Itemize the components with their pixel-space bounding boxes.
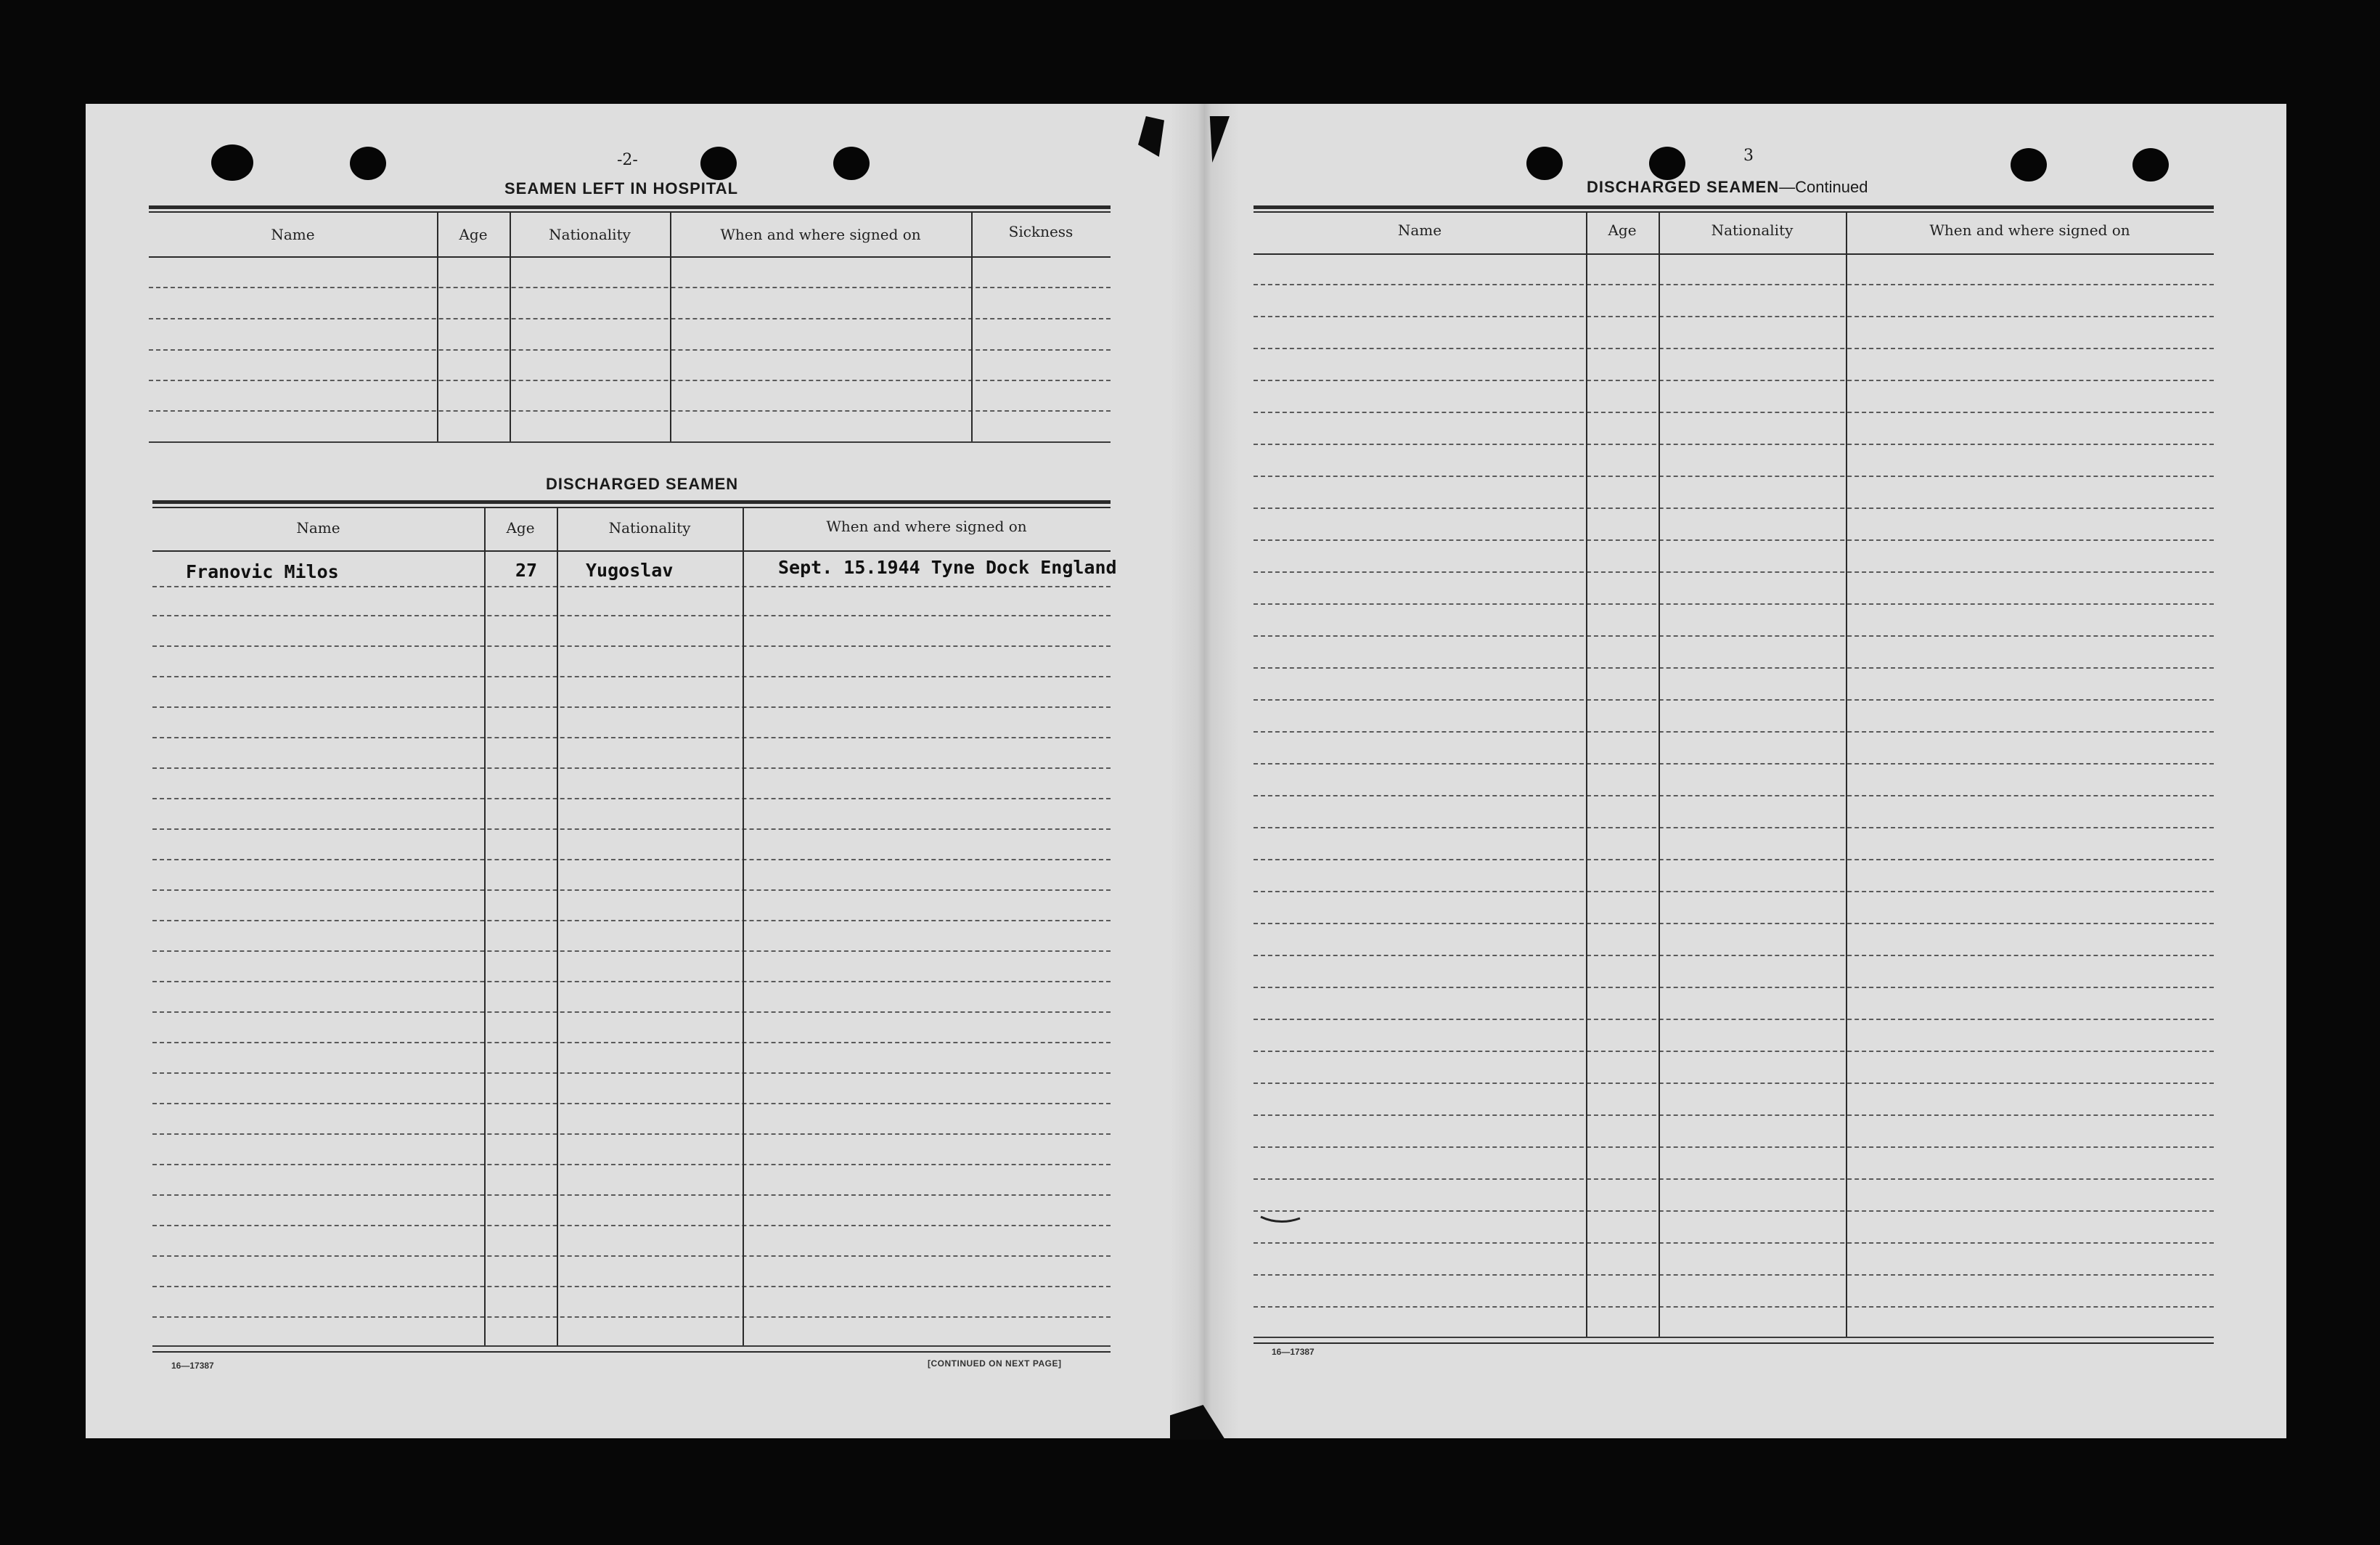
column-header-signed-on: When and where signed on — [826, 518, 1027, 535]
column-header-name: Name — [1397, 221, 1442, 239]
hospital-table — [149, 205, 1111, 456]
seaman-signed-on: Sept. 15.1944 Tyne Dock England — [778, 557, 1117, 578]
column-header-signed-on: When and where signed on — [1929, 221, 2130, 239]
column-header-nationality: Nationality — [549, 226, 631, 243]
pen-mark — [1259, 1214, 1303, 1228]
page-number: 3 — [1743, 147, 1754, 165]
column-header-name: Name — [296, 519, 340, 537]
punch-hole — [211, 144, 253, 181]
column-header-name: Name — [271, 226, 315, 243]
column-header-nationality: Nationality — [608, 519, 691, 537]
column-header-age: Age — [506, 519, 535, 537]
punch-hole — [700, 147, 737, 180]
discharged-continued-table — [1254, 205, 2214, 1345]
punch-hole — [833, 147, 870, 180]
column-header-age: Age — [459, 226, 488, 243]
discharged-continued-title — [1587, 178, 1868, 197]
column-header-nationality: Nationality — [1711, 221, 1794, 239]
punch-hole — [2132, 148, 2169, 182]
continued-note: [CONTINUED ON NEXT PAGE] — [928, 1358, 1062, 1369]
column-header-sickness: Sickness — [1008, 223, 1074, 240]
seaman-name: Franovic Milos — [186, 561, 339, 582]
column-header-age: Age — [1608, 221, 1637, 239]
title-text: DISCHARGED SEAMEN — [1587, 178, 1780, 196]
seaman-nationality: Yugoslav — [586, 560, 674, 581]
punch-hole — [1526, 147, 1563, 180]
page-number: -2- — [617, 151, 638, 169]
discharged-section-title: DISCHARGED SEAMEN — [546, 475, 739, 493]
seaman-age: 27 — [515, 560, 538, 581]
punch-hole — [2011, 148, 2047, 182]
page-gutter — [1170, 104, 1239, 1438]
form-number: 16—17387 — [1272, 1347, 1314, 1357]
title-suffix: —Continued — [1779, 178, 1868, 196]
hospital-section-title: SEAMEN LEFT IN HOSPITAL — [504, 179, 739, 197]
discharged-table — [152, 500, 1111, 1354]
punch-hole — [350, 147, 386, 180]
column-header-signed-on: When and where signed on — [720, 226, 921, 243]
punch-hole — [1649, 147, 1685, 180]
form-number: 16—17387 — [171, 1361, 214, 1371]
